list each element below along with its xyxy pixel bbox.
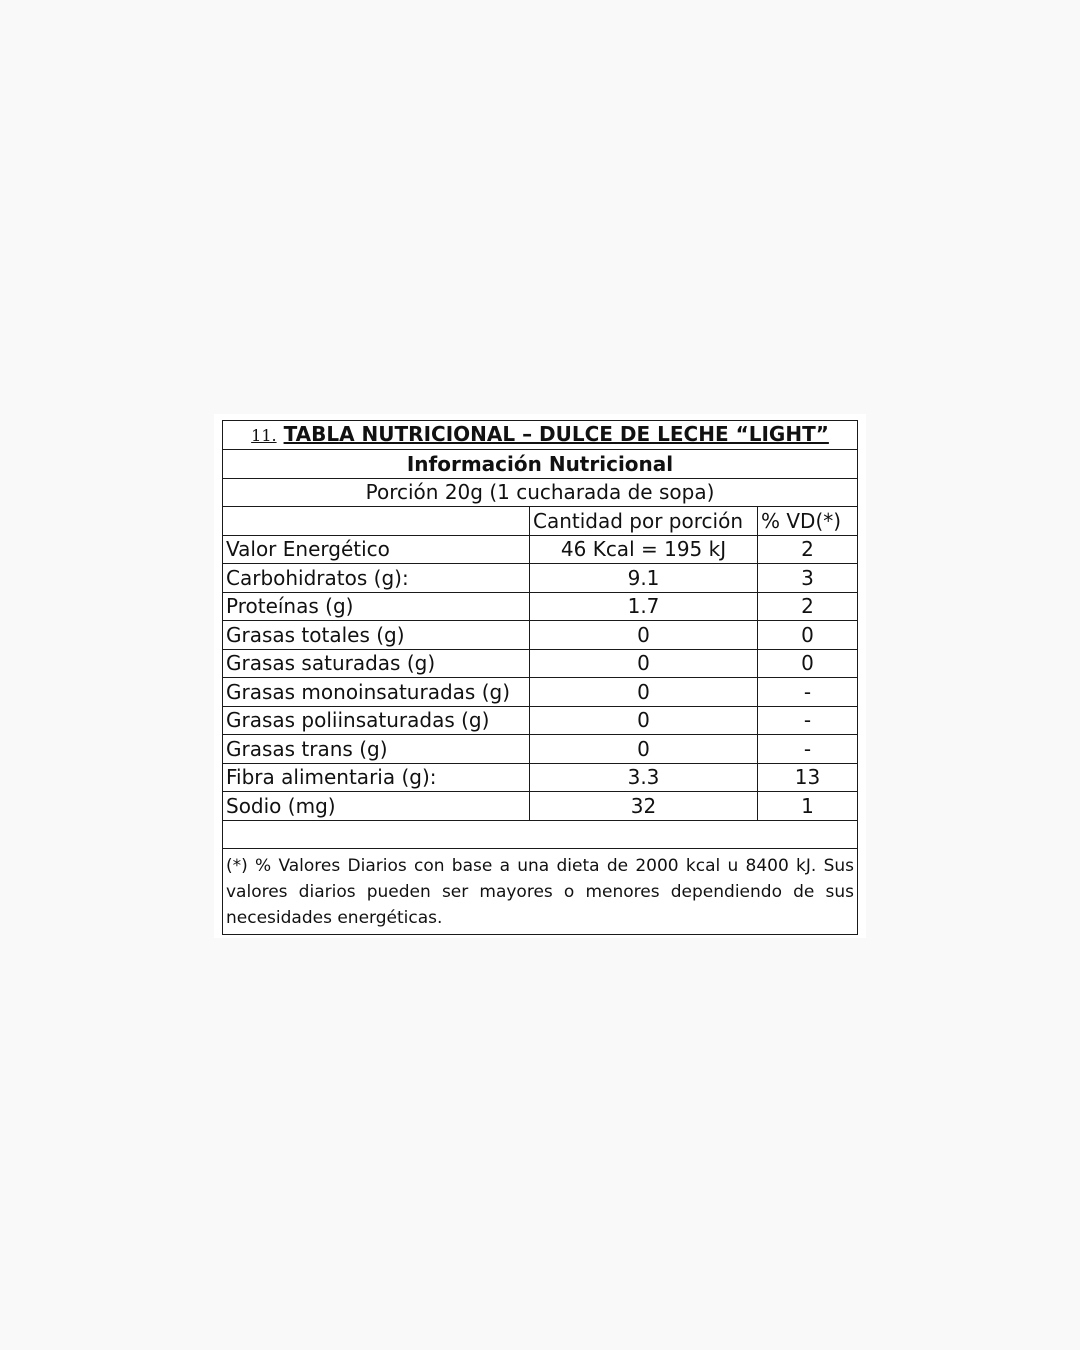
table-row <box>223 735 858 764</box>
nutrient-vd: 2 <box>758 592 858 621</box>
table-title <box>223 421 858 450</box>
nutrient-vd: 0 <box>758 649 858 678</box>
table-row <box>223 678 858 707</box>
nutrient-amount: 0 <box>530 621 758 650</box>
nutrient-amount: 3.3 <box>530 763 758 792</box>
portion-row <box>223 478 858 507</box>
table-row <box>223 592 858 621</box>
nutrient-name: Valor Energético <box>223 535 530 564</box>
nutrient-name: Grasas trans (g) <box>223 735 530 764</box>
table-row <box>223 763 858 792</box>
table-heading: Información Nutricional <box>223 450 858 479</box>
nutrient-name: Grasas saturadas (g) <box>223 649 530 678</box>
nutrient-name: Carbohidratos (g): <box>223 564 530 593</box>
table-row <box>223 621 858 650</box>
nutrient-vd: 13 <box>758 763 858 792</box>
nutrient-amount: 0 <box>530 649 758 678</box>
nutrient-vd: 1 <box>758 792 858 821</box>
header-amount: Cantidad por porción <box>530 507 758 536</box>
nutrient-vd: - <box>758 735 858 764</box>
portion-size: Porción 20g (1 cucharada de sopa) <box>223 478 858 507</box>
nutrient-name: Proteínas (g) <box>223 592 530 621</box>
nutrient-name: Grasas totales (g) <box>223 621 530 650</box>
nutrient-name: Grasas poliinsaturadas (g) <box>223 706 530 735</box>
nutrient-amount: 0 <box>530 735 758 764</box>
nutrient-amount: 9.1 <box>530 564 758 593</box>
nutrient-vd: - <box>758 678 858 707</box>
nutrient-vd: 3 <box>758 564 858 593</box>
nutrient-amount: 1.7 <box>530 592 758 621</box>
nutrient-amount: 32 <box>530 792 758 821</box>
nutrient-vd: 0 <box>758 621 858 650</box>
nutrient-name: Sodio (mg) <box>223 792 530 821</box>
title-number: 11. <box>251 426 277 445</box>
title-row <box>223 421 858 450</box>
footnote-row <box>223 849 858 935</box>
table-row <box>223 564 858 593</box>
heading-row <box>223 450 858 479</box>
header-nutrient <box>223 507 530 536</box>
column-header-row <box>223 507 858 536</box>
footnote-text: (*) % Valores Diarios con base a una dieta de 2000 kcal u 8400 kJ. Sus valores diarios pueden ser mayores o menores dependiendo de sus necesidades energéticas. <box>223 849 858 935</box>
nutrient-amount: 46 Kcal = 195 kJ <box>530 535 758 564</box>
nutrient-vd: - <box>758 706 858 735</box>
table-row <box>223 649 858 678</box>
nutrient-name: Grasas monoinsaturadas (g) <box>223 678 530 707</box>
nutrient-vd: 2 <box>758 535 858 564</box>
header-vd: % VD(*) <box>758 507 858 536</box>
blank-cell <box>223 820 858 849</box>
nutrient-amount: 0 <box>530 706 758 735</box>
nutrient-name: Fibra alimentaria (g): <box>223 763 530 792</box>
table-row <box>223 706 858 735</box>
table-row <box>223 792 858 821</box>
title-text: TABLA NUTRICIONAL – DULCE DE LECHE “LIGHT” <box>283 422 829 446</box>
blank-row <box>223 820 858 849</box>
nutrition-table <box>222 420 858 935</box>
table-row <box>223 535 858 564</box>
nutrient-amount: 0 <box>530 678 758 707</box>
